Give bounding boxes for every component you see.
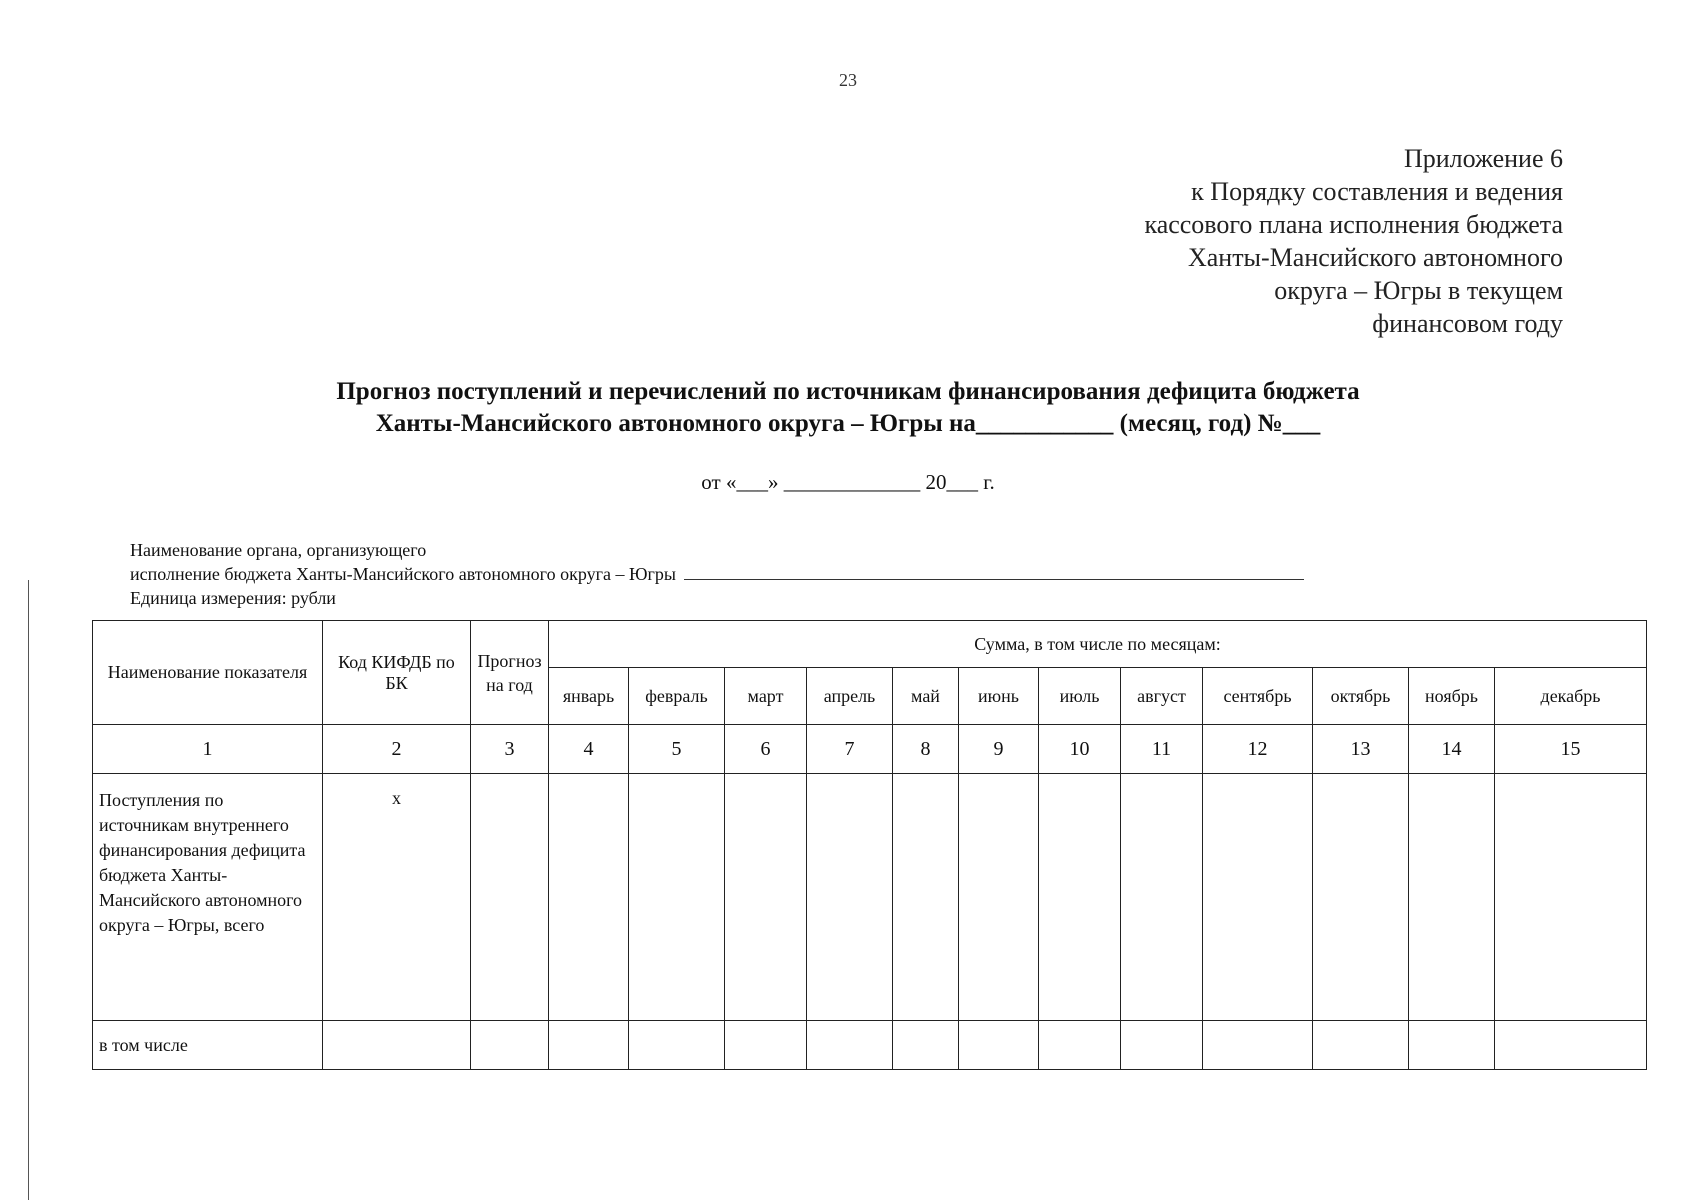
month-cell[interactable] xyxy=(1495,1021,1647,1070)
row-code: x xyxy=(323,774,471,1021)
header-month: август xyxy=(1121,668,1203,725)
column-number: 11 xyxy=(1121,725,1203,774)
month-cell[interactable] xyxy=(1121,774,1203,1021)
month-cell[interactable] xyxy=(1203,1021,1313,1070)
column-number: 12 xyxy=(1203,725,1313,774)
header-sum-by-month: Сумма, в том числе по месяцам: xyxy=(549,621,1647,668)
column-number: 14 xyxy=(1409,725,1495,774)
row-label: Поступления по источникам внутреннего финансирования дефицита бюджета Ханты-Мансийского автономного округа – Югры, всего xyxy=(93,774,323,1021)
appendix-line: Приложение 6 xyxy=(1403,144,1563,173)
unit-of-measure: Единица измерения: рубли xyxy=(130,588,336,608)
header-indicator-name: Наименование показателя xyxy=(93,621,323,725)
month-cell[interactable] xyxy=(959,774,1039,1021)
month-cell[interactable] xyxy=(1039,1021,1121,1070)
header-month: январь xyxy=(549,668,629,725)
scan-edge-line xyxy=(28,580,29,1200)
document-title xyxy=(0,376,1696,440)
date-line: от «___» _____________ 20___ г. xyxy=(701,470,995,494)
column-number: 7 xyxy=(807,725,893,774)
row-label: в том числе xyxy=(93,1021,323,1070)
month-cell[interactable] xyxy=(629,1021,725,1070)
title-line-1: Прогноз поступлений и перечислений по источникам финансирования дефицита бюджета xyxy=(336,378,1360,405)
header-month: сентябрь xyxy=(1203,668,1313,725)
header-month: апрель xyxy=(807,668,893,725)
header-month: февраль xyxy=(629,668,725,725)
org-label-line-2 xyxy=(130,562,1304,586)
column-number: 1 xyxy=(93,725,323,774)
month-cell[interactable] xyxy=(1313,774,1409,1021)
header-month: декабрь xyxy=(1495,668,1647,725)
header-month: ноябрь xyxy=(1409,668,1495,725)
column-number: 13 xyxy=(1313,725,1409,774)
column-number: 8 xyxy=(893,725,959,774)
row-code[interactable] xyxy=(323,1021,471,1070)
column-number: 9 xyxy=(959,725,1039,774)
title-line-2: Ханты-Мансийского автономного округа – Югры на___________ (месяц, год) №___ xyxy=(375,410,1321,437)
month-cell[interactable] xyxy=(549,774,629,1021)
forecast-cell[interactable] xyxy=(471,1021,549,1070)
org-label-line-1: Наименование органа, организующего xyxy=(130,540,427,560)
header-forecast: Прогноз на год xyxy=(471,621,549,725)
month-cell[interactable] xyxy=(1313,1021,1409,1070)
month-cell[interactable] xyxy=(893,774,959,1021)
header-code: Код КИФДБ по БК xyxy=(323,621,471,725)
column-number: 3 xyxy=(471,725,549,774)
month-cell[interactable] xyxy=(807,774,893,1021)
month-cell[interactable] xyxy=(959,1021,1039,1070)
page-number: 23 xyxy=(839,70,857,90)
month-cell[interactable] xyxy=(1039,774,1121,1021)
appendix-block xyxy=(1144,142,1563,340)
org-label-text: исполнение бюджета Ханты-Мансийского автономного округа – Югры xyxy=(130,564,676,584)
column-number: 4 xyxy=(549,725,629,774)
month-cell[interactable] xyxy=(725,774,807,1021)
forecast-cell[interactable] xyxy=(471,774,549,1021)
month-cell[interactable] xyxy=(629,774,725,1021)
column-number-row xyxy=(93,725,1647,774)
table-row xyxy=(93,774,1647,1021)
column-number: 6 xyxy=(725,725,807,774)
org-name-field[interactable] xyxy=(684,563,1304,580)
month-cell[interactable] xyxy=(893,1021,959,1070)
column-number: 5 xyxy=(629,725,725,774)
month-cell[interactable] xyxy=(725,1021,807,1070)
organization-block xyxy=(130,538,1304,610)
forecast-table xyxy=(92,620,1647,1070)
column-number: 10 xyxy=(1039,725,1121,774)
appendix-line: округа – Югры в текущем xyxy=(1274,276,1563,305)
header-month: май xyxy=(893,668,959,725)
appendix-line: к Порядку составления и ведения xyxy=(1191,177,1563,206)
header-month: март xyxy=(725,668,807,725)
month-cell[interactable] xyxy=(807,1021,893,1070)
column-number: 15 xyxy=(1495,725,1647,774)
header-month: июнь xyxy=(959,668,1039,725)
header-month: октябрь xyxy=(1313,668,1409,725)
appendix-line: кассового плана исполнения бюджета xyxy=(1144,210,1563,239)
column-number: 2 xyxy=(323,725,471,774)
table-row xyxy=(93,1021,1647,1070)
month-cell[interactable] xyxy=(1495,774,1647,1021)
appendix-line: Ханты-Мансийского автономного xyxy=(1187,243,1563,272)
header-month: июль xyxy=(1039,668,1121,725)
month-cell[interactable] xyxy=(549,1021,629,1070)
month-cell[interactable] xyxy=(1203,774,1313,1021)
month-cell[interactable] xyxy=(1409,1021,1495,1070)
month-cell[interactable] xyxy=(1409,774,1495,1021)
month-cell[interactable] xyxy=(1121,1021,1203,1070)
appendix-line: финансовом году xyxy=(1372,309,1563,338)
